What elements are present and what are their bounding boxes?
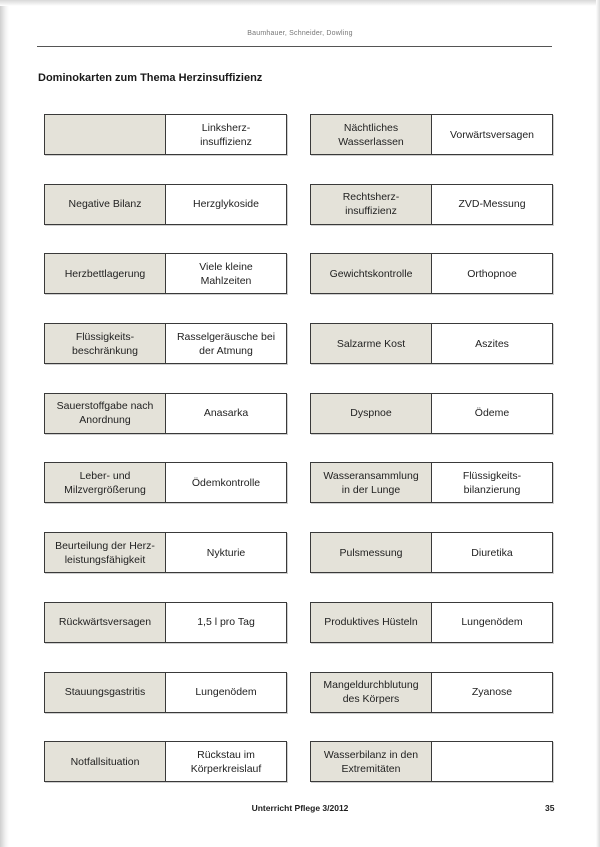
domino-card <box>310 393 553 434</box>
domino-card <box>44 393 287 434</box>
domino-card-right: Herzglykoside <box>166 185 286 224</box>
domino-card-right: Aszites <box>432 324 552 363</box>
domino-card-left: Gewichtskontrolle <box>311 254 432 293</box>
domino-card-left: Wasserbilanz in den Extremitäten <box>311 742 432 781</box>
domino-card-right: Ödemkontrolle <box>166 463 286 502</box>
domino-card-left: Herzbettlagerung <box>45 254 166 293</box>
domino-card-left: Sauerstoffgabe nach Anordnung <box>45 394 166 433</box>
domino-card-left: Negative Bilanz <box>45 185 166 224</box>
domino-card <box>310 253 553 294</box>
domino-card-right: Linksherz- insuffizienz <box>166 115 286 154</box>
domino-card-right: Viele kleine Mahlzeiten <box>166 254 286 293</box>
domino-card <box>310 602 553 643</box>
scan-shadow-right <box>596 0 600 847</box>
domino-card <box>44 184 287 225</box>
domino-card <box>44 323 287 364</box>
domino-card-right: Nykturie <box>166 533 286 572</box>
domino-card-left: Nächtliches Wasserlassen <box>311 115 432 154</box>
domino-card-right: ZVD-Messung <box>432 185 552 224</box>
domino-card-right: Vorwärtsversagen <box>432 115 552 154</box>
domino-card <box>44 602 287 643</box>
domino-card-left: Salzarme Kost <box>311 324 432 363</box>
domino-card-left: Rechtsherz- insuffizienz <box>311 185 432 224</box>
domino-card-left: Dyspnoe <box>311 394 432 433</box>
domino-card-right: Diuretika <box>432 533 552 572</box>
page-title: Dominokarten zum Thema Herzinsuffizienz <box>38 72 263 84</box>
domino-card <box>44 114 287 155</box>
domino-card <box>310 323 553 364</box>
domino-card <box>310 114 553 155</box>
domino-card-left: Notfallsituation <box>45 742 166 781</box>
domino-card <box>310 532 553 573</box>
domino-card-left: Rückwärtsversagen <box>45 603 166 642</box>
domino-card <box>310 672 553 713</box>
header-divider <box>37 46 552 47</box>
footer-publication: Unterricht Pflege 3/2012 <box>251 803 349 813</box>
scan-shadow-top <box>0 0 600 6</box>
domino-card-right: Flüssigkeits- bilanzierung <box>432 463 552 502</box>
domino-card-left: Mangeldurchblutung des Körpers <box>311 673 432 712</box>
domino-card-left: Leber- und Milzvergrößerung <box>45 463 166 502</box>
domino-card-left: Wasseransammlung in der Lunge <box>311 463 432 502</box>
domino-card-left: Pulsmessung <box>311 533 432 572</box>
domino-card <box>310 462 553 503</box>
domino-card <box>44 462 287 503</box>
domino-card-right: Rückstau im Körperkreislauf <box>166 742 286 781</box>
domino-card-right: Rasselgeräusche bei der Atmung <box>166 324 286 363</box>
domino-card-right <box>432 742 552 781</box>
domino-card-right: Ödeme <box>432 394 552 433</box>
domino-card-left <box>45 115 166 154</box>
header-author: Baumhauer, Schneider, Dowling <box>247 30 353 37</box>
domino-card-right: Lungenödem <box>166 673 286 712</box>
scan-shadow-left <box>0 0 9 847</box>
domino-card-left: Beurteilung der Herz- leistungsfähigkeit <box>45 533 166 572</box>
domino-card <box>44 253 287 294</box>
domino-card-right: Anasarka <box>166 394 286 433</box>
domino-card-left: Flüssigkeits- beschränkung <box>45 324 166 363</box>
domino-card-right: 1,5 l pro Tag <box>166 603 286 642</box>
domino-card-grid <box>44 114 553 782</box>
domino-card <box>44 672 287 713</box>
domino-card-left: Produktives Hüsteln <box>311 603 432 642</box>
domino-card-right: Orthopnoe <box>432 254 552 293</box>
domino-card-right: Zyanose <box>432 673 552 712</box>
domino-card <box>44 741 287 782</box>
domino-card <box>310 741 553 782</box>
domino-card-right: Lungenödem <box>432 603 552 642</box>
domino-card-left: Stauungsgastritis <box>45 673 166 712</box>
domino-card <box>44 532 287 573</box>
footer-page-number: 35 <box>545 803 555 813</box>
domino-card <box>310 184 553 225</box>
